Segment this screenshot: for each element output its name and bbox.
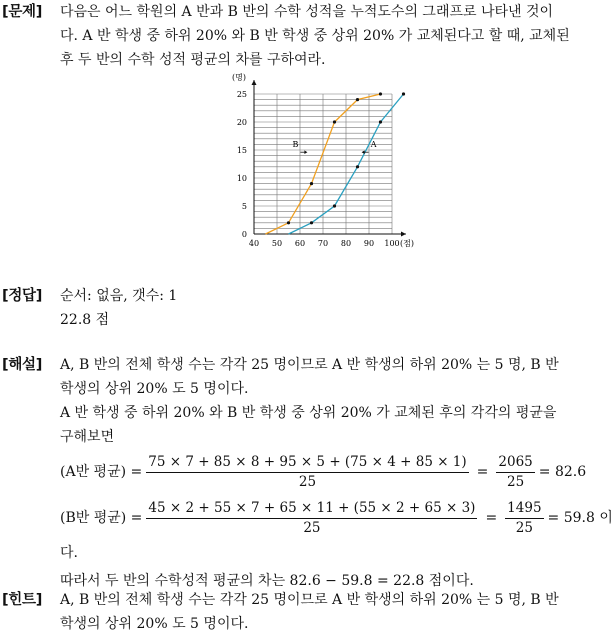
explanation-tag: [해설] <box>2 357 43 373</box>
series-label-arrowhead <box>304 150 307 154</box>
y-tick-label: 15 <box>236 146 247 155</box>
x-tick-label: 70 <box>317 239 329 248</box>
formula-b <box>60 495 613 541</box>
answer-line: 순서: 없음, 갯수: 1 <box>60 288 178 304</box>
data-point <box>287 221 290 224</box>
formula-a-fraction-1 <box>146 454 468 491</box>
answer-tag: [정답] <box>2 288 43 304</box>
equals-sign: = <box>476 464 489 480</box>
explanation-line: A 반 학생 중 하위 20% 와 B 반 학생 중 상위 20% 가 교체된 후의 각각의 평균을 <box>60 405 557 421</box>
x-tick-label: 40 <box>248 239 260 248</box>
series-label-arrowhead <box>362 150 365 154</box>
x-axis-arrow <box>401 232 406 237</box>
x-tick-label: 60 <box>294 239 306 248</box>
explanation-line: A, B 반의 전체 학생 수는 각각 25 명이므로 A 반 학생의 하위 20% 는 5 명, B 반 <box>60 357 559 373</box>
problem-line: 다음은 어느 학원의 A 반과 B 반의 수학 성적을 누적도수의 그래프로 나타낸 것이 <box>60 4 554 20</box>
y-tick-label: 0 <box>241 230 247 239</box>
fraction-denominator: 25 <box>515 519 533 536</box>
fraction-numerator: 45 × 2 + 55 × 7 + 65 × 11 + (55 × 2 + 65 × 3) <box>146 500 477 519</box>
x-tick-label: 100 <box>384 239 400 248</box>
y-axis-arrow <box>252 80 257 85</box>
fraction-numerator: 1495 <box>505 500 543 519</box>
explanation-line: 학생의 상위 20% 도 5 명이다. <box>60 381 249 397</box>
y-tick-label: 10 <box>236 174 247 183</box>
answer-value: 22.8 점 <box>60 312 110 328</box>
hint-tag: [힌트] <box>2 592 43 608</box>
formula-b-label: (B반 평균) = <box>60 510 143 526</box>
explanation-line: 구해보면 <box>60 429 115 445</box>
problem-tag: [문제] <box>2 4 43 20</box>
formula-a-fraction-2 <box>496 454 534 491</box>
hint-line: A, B 반의 전체 학생 수는 각각 25 명이므로 A 반 학생의 하위 20% 는 5 명, B 반 <box>60 592 559 608</box>
y-tick-label: 25 <box>236 90 247 99</box>
y-tick-label: 5 <box>241 202 247 211</box>
problem-line: 후 두 반의 수학 성적 평균의 차를 구하여라. <box>60 52 326 68</box>
data-point <box>356 98 359 101</box>
y-tick-label: 20 <box>236 118 247 127</box>
chart-ticks <box>237 90 400 248</box>
fraction-denominator: 25 <box>298 473 317 490</box>
formula-b-result: = 59.8 이 <box>547 510 613 526</box>
y-axis-label: (명) <box>232 73 246 82</box>
data-point <box>356 165 359 168</box>
explanation-conclusion: 따라서 두 반의 수학성적 평균의 차는 82.6 − 59.8 = 22.8 점이다. <box>60 573 474 589</box>
equals-sign: = <box>485 510 498 526</box>
fraction-denominator: 25 <box>506 473 525 490</box>
x-tick-label: 90 <box>363 239 375 248</box>
hint-text <box>60 588 588 636</box>
series-label-A: A <box>370 140 377 150</box>
formula-a <box>60 449 588 495</box>
data-point <box>379 120 382 123</box>
explanation-line: 다. <box>60 545 78 561</box>
answer-text <box>60 284 588 332</box>
data-point <box>310 221 313 224</box>
data-point <box>310 182 313 185</box>
problem-line: 다. A 반 학생 중 하위 20% 와 B 반 학생 중 상위 20% 가 교체된다고 할 때, 교체된 <box>60 28 570 44</box>
formula-a-result: = 82.6 <box>538 464 587 480</box>
chart-series <box>266 92 406 234</box>
problem-text <box>60 0 588 72</box>
fraction-numerator: 75 × 7 + 85 × 8 + 95 × 5 + (75 × 4 + 85 × 1) <box>146 454 468 473</box>
formula-b-fraction-2 <box>505 500 543 537</box>
series-label-B: B <box>292 140 299 150</box>
x-tick-label: 80 <box>340 239 352 248</box>
data-point <box>402 92 405 95</box>
fraction-numerator: 2065 <box>496 454 534 473</box>
chart-axes <box>252 80 407 237</box>
chart-grid <box>254 94 392 234</box>
x-axis-label: (점) <box>400 239 414 248</box>
fraction-denominator: 25 <box>303 519 321 536</box>
data-point <box>379 92 382 95</box>
cumulative-frequency-chart <box>222 70 422 254</box>
formula-a-label: (A반 평균) = <box>60 464 143 480</box>
formula-b-fraction-1 <box>146 500 477 537</box>
data-point <box>333 120 336 123</box>
x-tick-label: 50 <box>271 239 283 248</box>
explanation-text <box>60 353 613 593</box>
hint-line: 학생의 상위 20% 도 5 명이다. <box>60 616 249 632</box>
data-point <box>333 204 336 207</box>
